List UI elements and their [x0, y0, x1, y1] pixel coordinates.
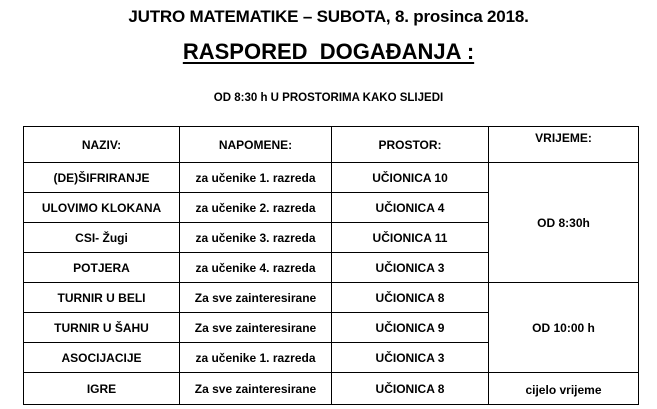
table-row: [24, 163, 639, 193]
cell-time: OD 10:00 h: [489, 283, 639, 373]
header-name: NAZIV:: [24, 127, 180, 163]
schedule-subtitle: OD 8:30 h U PROSTORIMA KAKO SLIJEDI: [213, 92, 444, 104]
document-title: JUTRO MATEMATIKE – SUBOTA, 8. prosinca 2018.: [128, 7, 529, 26]
cell-notes: za učenike 1. razreda: [180, 343, 332, 373]
cell-name: TURNIR U BELI: [24, 283, 180, 313]
cell-name: ASOCIJACIJE: [24, 343, 180, 373]
cell-room: UČIONICA 3: [332, 253, 489, 283]
cell-notes: za učenike 3. razreda: [180, 223, 332, 253]
cell-room: UČIONICA 10: [332, 163, 489, 193]
cell-room: UČIONICA 8: [332, 373, 489, 405]
cell-room: UČIONICA 8: [332, 283, 489, 313]
cell-room: UČIONICA 9: [332, 313, 489, 343]
cell-notes: za učenike 2. razreda: [180, 193, 332, 223]
cell-notes: za učenike 4. razreda: [180, 253, 332, 283]
cell-name: TURNIR U ŠAHU: [24, 313, 180, 343]
header-notes: NAPOMENE:: [180, 127, 332, 163]
cell-room: UČIONICA 11: [332, 223, 489, 253]
cell-time: OD 8:30h: [489, 163, 639, 283]
table-row: [24, 283, 639, 313]
header-room: PROSTOR:: [332, 127, 489, 163]
cell-notes: Za sve zainteresirane: [180, 313, 332, 343]
cell-notes: za učenike 1. razreda: [180, 163, 332, 193]
header-time: VRIJEME:: [489, 127, 639, 163]
cell-name: CSI- Žugi: [24, 223, 180, 253]
cell-name: (DE)ŠIFRIRANJE: [24, 163, 180, 193]
schedule-heading: [0, 38, 657, 66]
cell-notes: Za sve zainteresirane: [180, 283, 332, 313]
table-header-row: [24, 127, 639, 163]
cell-notes: Za sve zainteresirane: [180, 373, 332, 405]
schedule-heading-text: RASPORED DOGAĐANJA :: [182, 39, 475, 64]
cell-name: ULOVIMO KLOKANA: [24, 193, 180, 223]
cell-name: IGRE: [24, 373, 180, 405]
cell-room: UČIONICA 3: [332, 343, 489, 373]
cell-time: cijelo vrijeme: [489, 373, 639, 405]
cell-name: POTJERA: [24, 253, 180, 283]
cell-room: UČIONICA 4: [332, 193, 489, 223]
table-row: [24, 373, 639, 405]
schedule-table: [23, 126, 639, 405]
